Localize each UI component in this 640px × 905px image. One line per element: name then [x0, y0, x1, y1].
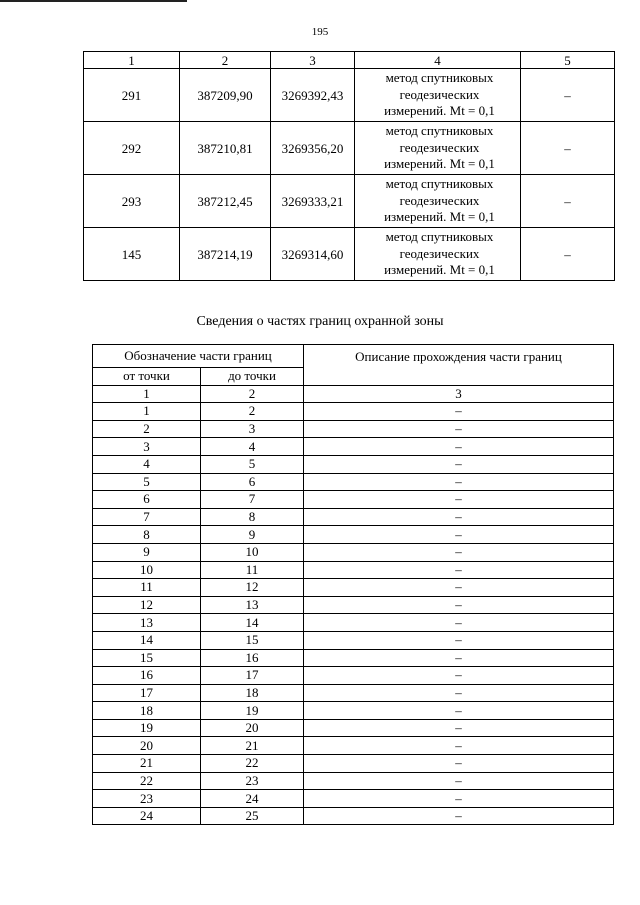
column-number-2: 2: [180, 52, 271, 69]
from-point-cell: 5: [93, 473, 201, 491]
x-coordinate-cell: 387212,45: [180, 175, 271, 228]
from-point-cell: 16: [93, 667, 201, 685]
to-point-cell: 5: [201, 455, 304, 473]
column-number-3: 3: [271, 52, 355, 69]
table-row: [84, 69, 615, 122]
method-cell: [355, 69, 521, 122]
from-point-cell: 8: [93, 526, 201, 544]
from-point-cell: 14: [93, 631, 201, 649]
to-point-cell: 6: [201, 473, 304, 491]
note-cell: –: [521, 175, 615, 228]
method-line: измерений. Mt = 0,1: [384, 156, 495, 172]
description-cell: –: [304, 543, 614, 561]
method-line: метод спутниковых: [385, 70, 494, 86]
method-cell: [355, 175, 521, 228]
description-cell: –: [304, 772, 614, 790]
y-coordinate-cell: 3269392,43: [271, 69, 355, 122]
table-row: [93, 579, 614, 597]
from-point-cell: 4: [93, 455, 201, 473]
from-point-cell: 19: [93, 719, 201, 737]
from-point-cell: 20: [93, 737, 201, 755]
coordinates-table-header-row: [84, 52, 615, 69]
y-coordinate-cell: 3269314,60: [271, 228, 355, 281]
from-point-cell: 6: [93, 491, 201, 509]
coordinates-table: [83, 51, 615, 281]
page-number: 195: [311, 26, 329, 38]
from-point-cell: 11: [93, 579, 201, 597]
description-cell: –: [304, 684, 614, 702]
x-coordinate-cell: 387214,19: [180, 228, 271, 281]
description-cell: –: [304, 614, 614, 632]
description-cell: –: [304, 807, 614, 825]
column-number-2: 2: [201, 385, 304, 403]
description-cell: –: [304, 790, 614, 808]
to-point-cell: 24: [201, 790, 304, 808]
top-rule: [0, 0, 187, 2]
table-row: [93, 702, 614, 720]
from-point-cell: 21: [93, 755, 201, 773]
description-cell: –: [304, 420, 614, 438]
description-cell: –: [304, 561, 614, 579]
note-cell: –: [521, 228, 615, 281]
to-point-cell: 8: [201, 508, 304, 526]
description-cell: –: [304, 455, 614, 473]
from-point-cell: 13: [93, 614, 201, 632]
table-row: [93, 684, 614, 702]
from-point-cell: 24: [93, 807, 201, 825]
to-point-cell: 15: [201, 631, 304, 649]
to-point-cell: 2: [201, 403, 304, 421]
method-line: геодезических: [399, 245, 480, 261]
x-coordinate-cell: 387210,81: [180, 122, 271, 175]
to-point-cell: 10: [201, 543, 304, 561]
boundary-parts-table: [92, 344, 614, 825]
from-point-cell: 15: [93, 649, 201, 667]
point-cell: 293: [84, 175, 180, 228]
table-row: [93, 737, 614, 755]
from-point-cell: 23: [93, 790, 201, 808]
to-point-cell: 19: [201, 702, 304, 720]
method-line: измерений. Mt = 0,1: [384, 262, 495, 278]
table-row: [93, 526, 614, 544]
to-point-cell: 7: [201, 491, 304, 509]
from-point-cell: 9: [93, 543, 201, 561]
table-row: [93, 649, 614, 667]
description-cell: –: [304, 702, 614, 720]
y-coordinate-cell: 3269333,21: [271, 175, 355, 228]
description-cell: –: [304, 579, 614, 597]
description-cell: –: [304, 667, 614, 685]
to-point-cell: 25: [201, 807, 304, 825]
to-point-cell: 3: [201, 420, 304, 438]
to-point-cell: 20: [201, 719, 304, 737]
table-row: [93, 420, 614, 438]
header-description: Описание прохождения части границ: [304, 345, 614, 386]
method-line: измерений. Mt = 0,1: [384, 209, 495, 225]
table-row: [93, 491, 614, 509]
column-number-3: 3: [304, 385, 614, 403]
from-point-cell: 12: [93, 596, 201, 614]
method-line: метод спутниковых: [385, 229, 494, 245]
to-point-cell: 16: [201, 649, 304, 667]
column-number-4: 4: [355, 52, 521, 69]
to-point-cell: 9: [201, 526, 304, 544]
description-cell: –: [304, 596, 614, 614]
method-line: метод спутниковых: [385, 176, 494, 192]
table-row: [93, 543, 614, 561]
description-cell: –: [304, 491, 614, 509]
table-row: [93, 561, 614, 579]
description-cell: –: [304, 737, 614, 755]
column-number-5: 5: [521, 52, 615, 69]
to-point-cell: 13: [201, 596, 304, 614]
point-cell: 292: [84, 122, 180, 175]
header-from-point: от точки: [93, 368, 201, 386]
table-row: [93, 614, 614, 632]
from-point-cell: 22: [93, 772, 201, 790]
to-point-cell: 22: [201, 755, 304, 773]
header-group-boundary-part: Обозначение части границ: [93, 345, 304, 368]
table-row: [93, 790, 614, 808]
description-cell: –: [304, 631, 614, 649]
method-cell: [355, 122, 521, 175]
from-point-cell: 17: [93, 684, 201, 702]
table-row: [93, 807, 614, 825]
description-cell: –: [304, 403, 614, 421]
table-row: [84, 175, 615, 228]
to-point-cell: 18: [201, 684, 304, 702]
table-row: [93, 473, 614, 491]
from-point-cell: 3: [93, 438, 201, 456]
from-point-cell: 2: [93, 420, 201, 438]
description-cell: –: [304, 526, 614, 544]
to-point-cell: 12: [201, 579, 304, 597]
table-row: [93, 667, 614, 685]
description-cell: –: [304, 508, 614, 526]
method-line: геодезических: [399, 192, 480, 208]
table-row: [93, 508, 614, 526]
table-row: [93, 438, 614, 456]
table-row: [93, 631, 614, 649]
note-cell: –: [521, 69, 615, 122]
column-number-1: 1: [84, 52, 180, 69]
column-number-1: 1: [93, 385, 201, 403]
description-cell: –: [304, 755, 614, 773]
method-line: метод спутниковых: [385, 123, 494, 139]
table-row: [93, 772, 614, 790]
section-title: Сведения о частях границ охранной зоны: [196, 314, 444, 329]
description-cell: –: [304, 719, 614, 737]
table-row: [93, 755, 614, 773]
from-point-cell: 10: [93, 561, 201, 579]
description-cell: –: [304, 473, 614, 491]
point-cell: 145: [84, 228, 180, 281]
note-cell: –: [521, 122, 615, 175]
x-coordinate-cell: 387209,90: [180, 69, 271, 122]
table-row: [93, 719, 614, 737]
to-point-cell: 17: [201, 667, 304, 685]
from-point-cell: 1: [93, 403, 201, 421]
description-cell: –: [304, 438, 614, 456]
from-point-cell: 18: [93, 702, 201, 720]
header-to-point: до точки: [201, 368, 304, 386]
method-line: геодезических: [399, 139, 480, 155]
y-coordinate-cell: 3269356,20: [271, 122, 355, 175]
to-point-cell: 11: [201, 561, 304, 579]
method-line: геодезических: [399, 86, 480, 102]
to-point-cell: 14: [201, 614, 304, 632]
from-point-cell: 7: [93, 508, 201, 526]
parts-column-numbers-row: [93, 385, 614, 403]
table-row: [84, 228, 615, 281]
to-point-cell: 23: [201, 772, 304, 790]
table-row: [93, 403, 614, 421]
parts-header-row-1: [93, 345, 614, 368]
table-row: [93, 596, 614, 614]
to-point-cell: 4: [201, 438, 304, 456]
point-cell: 291: [84, 69, 180, 122]
method-line: измерений. Mt = 0,1: [384, 103, 495, 119]
table-row: [93, 455, 614, 473]
method-cell: [355, 228, 521, 281]
to-point-cell: 21: [201, 737, 304, 755]
description-cell: –: [304, 649, 614, 667]
table-row: [84, 122, 615, 175]
